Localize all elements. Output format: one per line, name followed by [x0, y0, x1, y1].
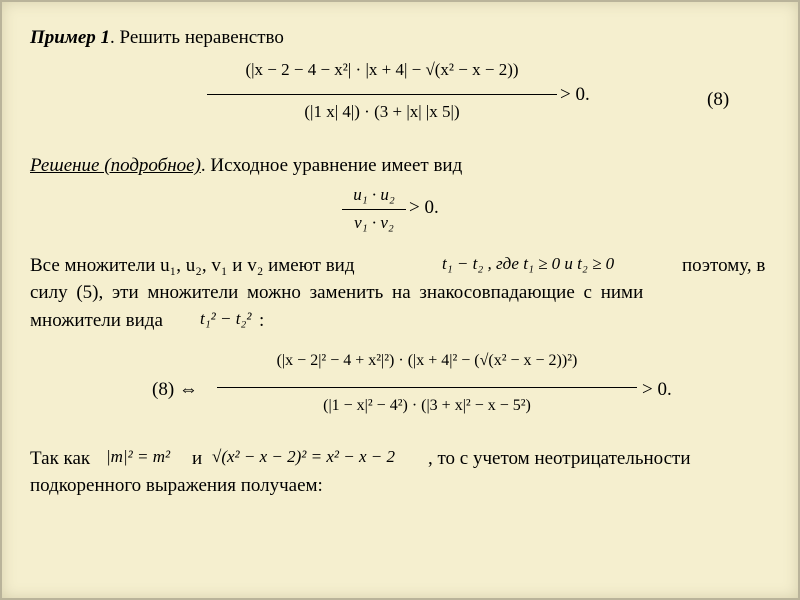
para2-line1-end: поэтому, в: [682, 255, 766, 276]
uv-fraction-denominator: v₁ · v₂: [354, 213, 394, 232]
uv-fraction-rhs: > 0.: [409, 197, 439, 218]
para2-line3-start: множители вида: [30, 310, 163, 331]
solution-title: Решение (подробное): [30, 155, 201, 176]
inequality-rhs: > 0.: [560, 84, 590, 105]
para3-line2: подкоренного выражения получаем:: [30, 475, 323, 496]
solution-heading: [30, 152, 462, 179]
equiv-denominator: (|1 − x|² − 4²) · (|3 + x|² − x − 5²): [323, 397, 531, 414]
equiv-numerator: (|x − 2|² − 4 + x²|²) · (|x + 4|² − (√(x² − x − 2))²): [276, 352, 578, 369]
para3-and: и: [192, 448, 203, 469]
para3-start: Так как: [30, 448, 91, 469]
inequality-denominator: (|1 x| 4|) · (3 + |x| |x 5|): [304, 102, 460, 121]
equiv-rhs: > 0.: [642, 379, 672, 400]
equiv-fraction-bar: [217, 387, 637, 388]
para2-line1-start: Все множители u₁, u₂, v₁ и v₂ имеют вид: [30, 255, 355, 276]
para2-line2: силу (5), эти множители можно заменить на знакосовпадающие с ними: [30, 282, 644, 303]
para3-math2: √(x² − x − 2)² = x² − x − 2: [212, 447, 395, 466]
inequality-numerator: (|x − 2 − 4 − x²| · |x + 4| − √(x² − x − 2)): [245, 60, 519, 79]
para2-inline-math2: t₁² − t₂²: [200, 309, 252, 328]
uv-fraction-numerator: u₁ · u₂: [353, 185, 395, 204]
para2-line3-end: :: [259, 310, 265, 331]
inequality-fraction-bar: [207, 94, 557, 95]
para2-inline-math: t₁ − t₂ , где t₁ ≥ 0 и t₂ ≥ 0: [442, 254, 615, 273]
para3-end: , то с учетом неотрицательности: [428, 448, 691, 469]
equation-number: (8): [707, 89, 730, 110]
para3-math1: |m|² = m²: [106, 447, 171, 466]
example-task: . Решить неравенство: [110, 27, 284, 48]
example-heading: [30, 24, 284, 51]
equiv-lhs: (8) ⇔: [152, 379, 198, 400]
uv-fraction-bar: [342, 209, 406, 210]
solution-intro: . Исходное уравнение имеет вид: [200, 155, 463, 176]
example-title: Пример 1: [30, 27, 111, 48]
